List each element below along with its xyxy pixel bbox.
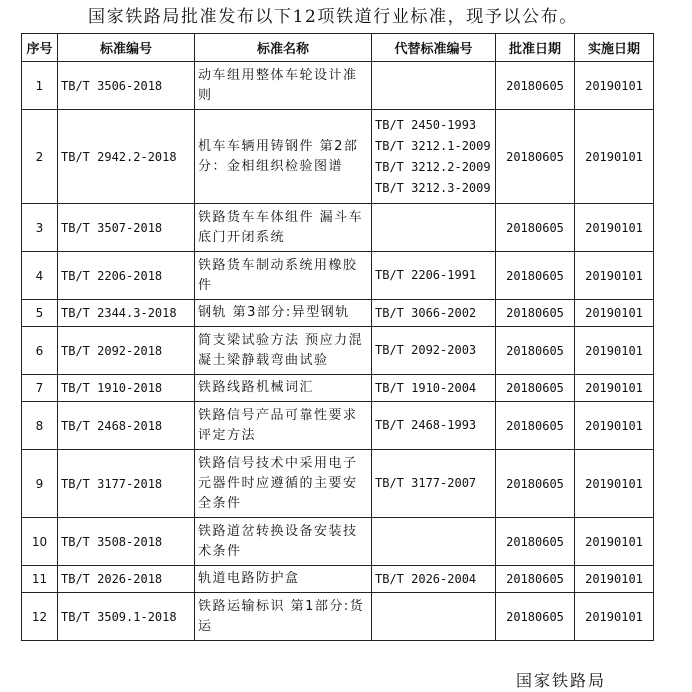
row-effective-date: 20190101	[575, 450, 654, 518]
table-header-row	[22, 34, 654, 62]
row-replaces	[372, 375, 496, 402]
row-seq: 9	[22, 450, 58, 518]
row-effective-date: 20190101	[575, 566, 654, 593]
row-approved-date: 20180605	[496, 110, 575, 204]
table-row	[22, 450, 654, 518]
row-standard-name: 铁路货车制动系统用橡胶件	[195, 252, 372, 300]
header-effective: 实施日期	[575, 34, 654, 62]
row-standard-name: 铁路线路机械词汇	[195, 375, 372, 402]
replaced-standard-code: TB/T 2092-2003	[375, 343, 477, 357]
row-seq: 10	[22, 518, 58, 566]
row-approved-date: 20180605	[496, 593, 575, 641]
table-row	[22, 402, 654, 450]
header-code: 标准编号	[58, 34, 195, 62]
row-effective-date: 20190101	[575, 252, 654, 300]
table-row	[22, 566, 654, 593]
replaced-standard-code: TB/T 3212.2-2009	[375, 159, 491, 174]
replaced-standard-code: TB/T 3212.3-2009	[375, 180, 491, 195]
row-standard-name: 钢轨 第3部分:异型钢轨	[195, 300, 372, 327]
row-seq: 6	[22, 327, 58, 375]
replaced-standard-code: TB/T 3066-2002	[375, 305, 477, 320]
row-replaces	[372, 402, 496, 450]
row-standard-name: 铁路信号技术中采用电子元器件时应遵循的主要安全条件	[195, 450, 372, 518]
row-seq: 4	[22, 252, 58, 300]
row-approved-date: 20180605	[496, 300, 575, 327]
row-standard-code: TB/T 3507-2018	[58, 204, 195, 252]
row-standard-code: TB/T 2026-2018	[58, 566, 195, 593]
table-row	[22, 518, 654, 566]
row-effective-date: 20190101	[575, 110, 654, 204]
row-effective-date: 20190101	[575, 327, 654, 375]
replaced-standard-code: TB/T 1910-2004	[375, 380, 477, 395]
row-approved-date: 20180605	[496, 204, 575, 252]
row-seq: 8	[22, 402, 58, 450]
row-standard-code: TB/T 3177-2018	[58, 450, 195, 518]
row-standard-code: TB/T 3509.1-2018	[58, 593, 195, 641]
row-effective-date: 20190101	[575, 518, 654, 566]
table-row	[22, 593, 654, 641]
row-replaces	[372, 252, 496, 300]
row-standard-code: TB/T 3506-2018	[58, 62, 195, 110]
row-effective-date: 20190101	[575, 402, 654, 450]
row-seq: 2	[22, 110, 58, 204]
row-standard-name: 铁路运输标识 第1部分:货运	[195, 593, 372, 641]
row-replaces	[372, 593, 496, 641]
replaced-standard-code: TB/T 2206-1991	[375, 268, 477, 282]
table-row	[22, 252, 654, 300]
row-effective-date: 20190101	[575, 300, 654, 327]
row-effective-date: 20190101	[575, 593, 654, 641]
row-seq: 1	[22, 62, 58, 110]
table-row	[22, 300, 654, 327]
row-standard-name: 简支梁试验方法 预应力混凝土梁静载弯曲试验	[195, 327, 372, 375]
row-replaces	[372, 300, 496, 327]
row-standard-code: TB/T 3508-2018	[58, 518, 195, 566]
row-approved-date: 20180605	[496, 62, 575, 110]
replaced-standard-code: TB/T 3212.1-2009	[375, 138, 491, 153]
row-seq: 3	[22, 204, 58, 252]
row-standard-name: 轨道电路防护盒	[195, 566, 372, 593]
row-approved-date: 20180605	[496, 450, 575, 518]
row-standard-code: TB/T 1910-2018	[58, 375, 195, 402]
row-standard-code: TB/T 2206-2018	[58, 252, 195, 300]
row-standard-code: TB/T 2344.3-2018	[58, 300, 195, 327]
table-row	[22, 110, 654, 204]
row-effective-date: 20190101	[575, 62, 654, 110]
row-effective-date: 20190101	[575, 204, 654, 252]
row-replaces	[372, 110, 496, 204]
header-name: 标准名称	[195, 34, 372, 62]
row-approved-date: 20180605	[496, 252, 575, 300]
intro-text: 国家铁路局批准发布以下12项铁道行业标准，现予以公布。	[88, 7, 578, 27]
table-row	[22, 375, 654, 402]
header-seq: 序号	[22, 34, 58, 62]
row-replaces	[372, 450, 496, 518]
table-row	[22, 204, 654, 252]
issuer-signature: 国家铁路局	[516, 671, 607, 690]
replaced-standard-code: TB/T 2450-1993	[375, 117, 477, 132]
row-replaces	[372, 204, 496, 252]
table-row	[22, 327, 654, 375]
row-approved-date: 20180605	[496, 518, 575, 566]
row-approved-date: 20180605	[496, 327, 575, 375]
standards-table	[21, 33, 654, 641]
row-approved-date: 20180605	[496, 566, 575, 593]
table-row	[22, 62, 654, 110]
row-seq: 7	[22, 375, 58, 402]
row-replaces	[372, 327, 496, 375]
row-approved-date: 20180605	[496, 375, 575, 402]
replaced-standard-code: TB/T 2026-2004	[375, 571, 477, 586]
row-standard-name: 机车车辆用铸钢件 第2部分：金相组织检验图谱	[195, 110, 372, 204]
row-replaces	[372, 518, 496, 566]
row-effective-date: 20190101	[575, 375, 654, 402]
row-standard-name: 铁路道岔转换设备安装技术条件	[195, 518, 372, 566]
header-replaces: 代替标准编号	[372, 34, 496, 62]
row-replaces	[372, 566, 496, 593]
row-standard-code: TB/T 2468-2018	[58, 402, 195, 450]
row-standard-name: 动车组用整体车轮设计准则	[195, 62, 372, 110]
replaced-standard-code: TB/T 3177-2007	[375, 476, 477, 490]
row-replaces	[372, 62, 496, 110]
header-approved: 批准日期	[496, 34, 575, 62]
row-standard-name: 铁路货车车体组件 漏斗车底门开闭系统	[195, 204, 372, 252]
row-standard-code: TB/T 2092-2018	[58, 327, 195, 375]
row-standard-code: TB/T 2942.2-2018	[58, 110, 195, 204]
row-approved-date: 20180605	[496, 402, 575, 450]
row-seq: 5	[22, 300, 58, 327]
row-standard-name: 铁路信号产品可靠性要求评定方法	[195, 402, 372, 450]
row-seq: 11	[22, 566, 58, 593]
row-seq: 12	[22, 593, 58, 641]
replaced-standard-code: TB/T 2468-1993	[375, 418, 477, 432]
